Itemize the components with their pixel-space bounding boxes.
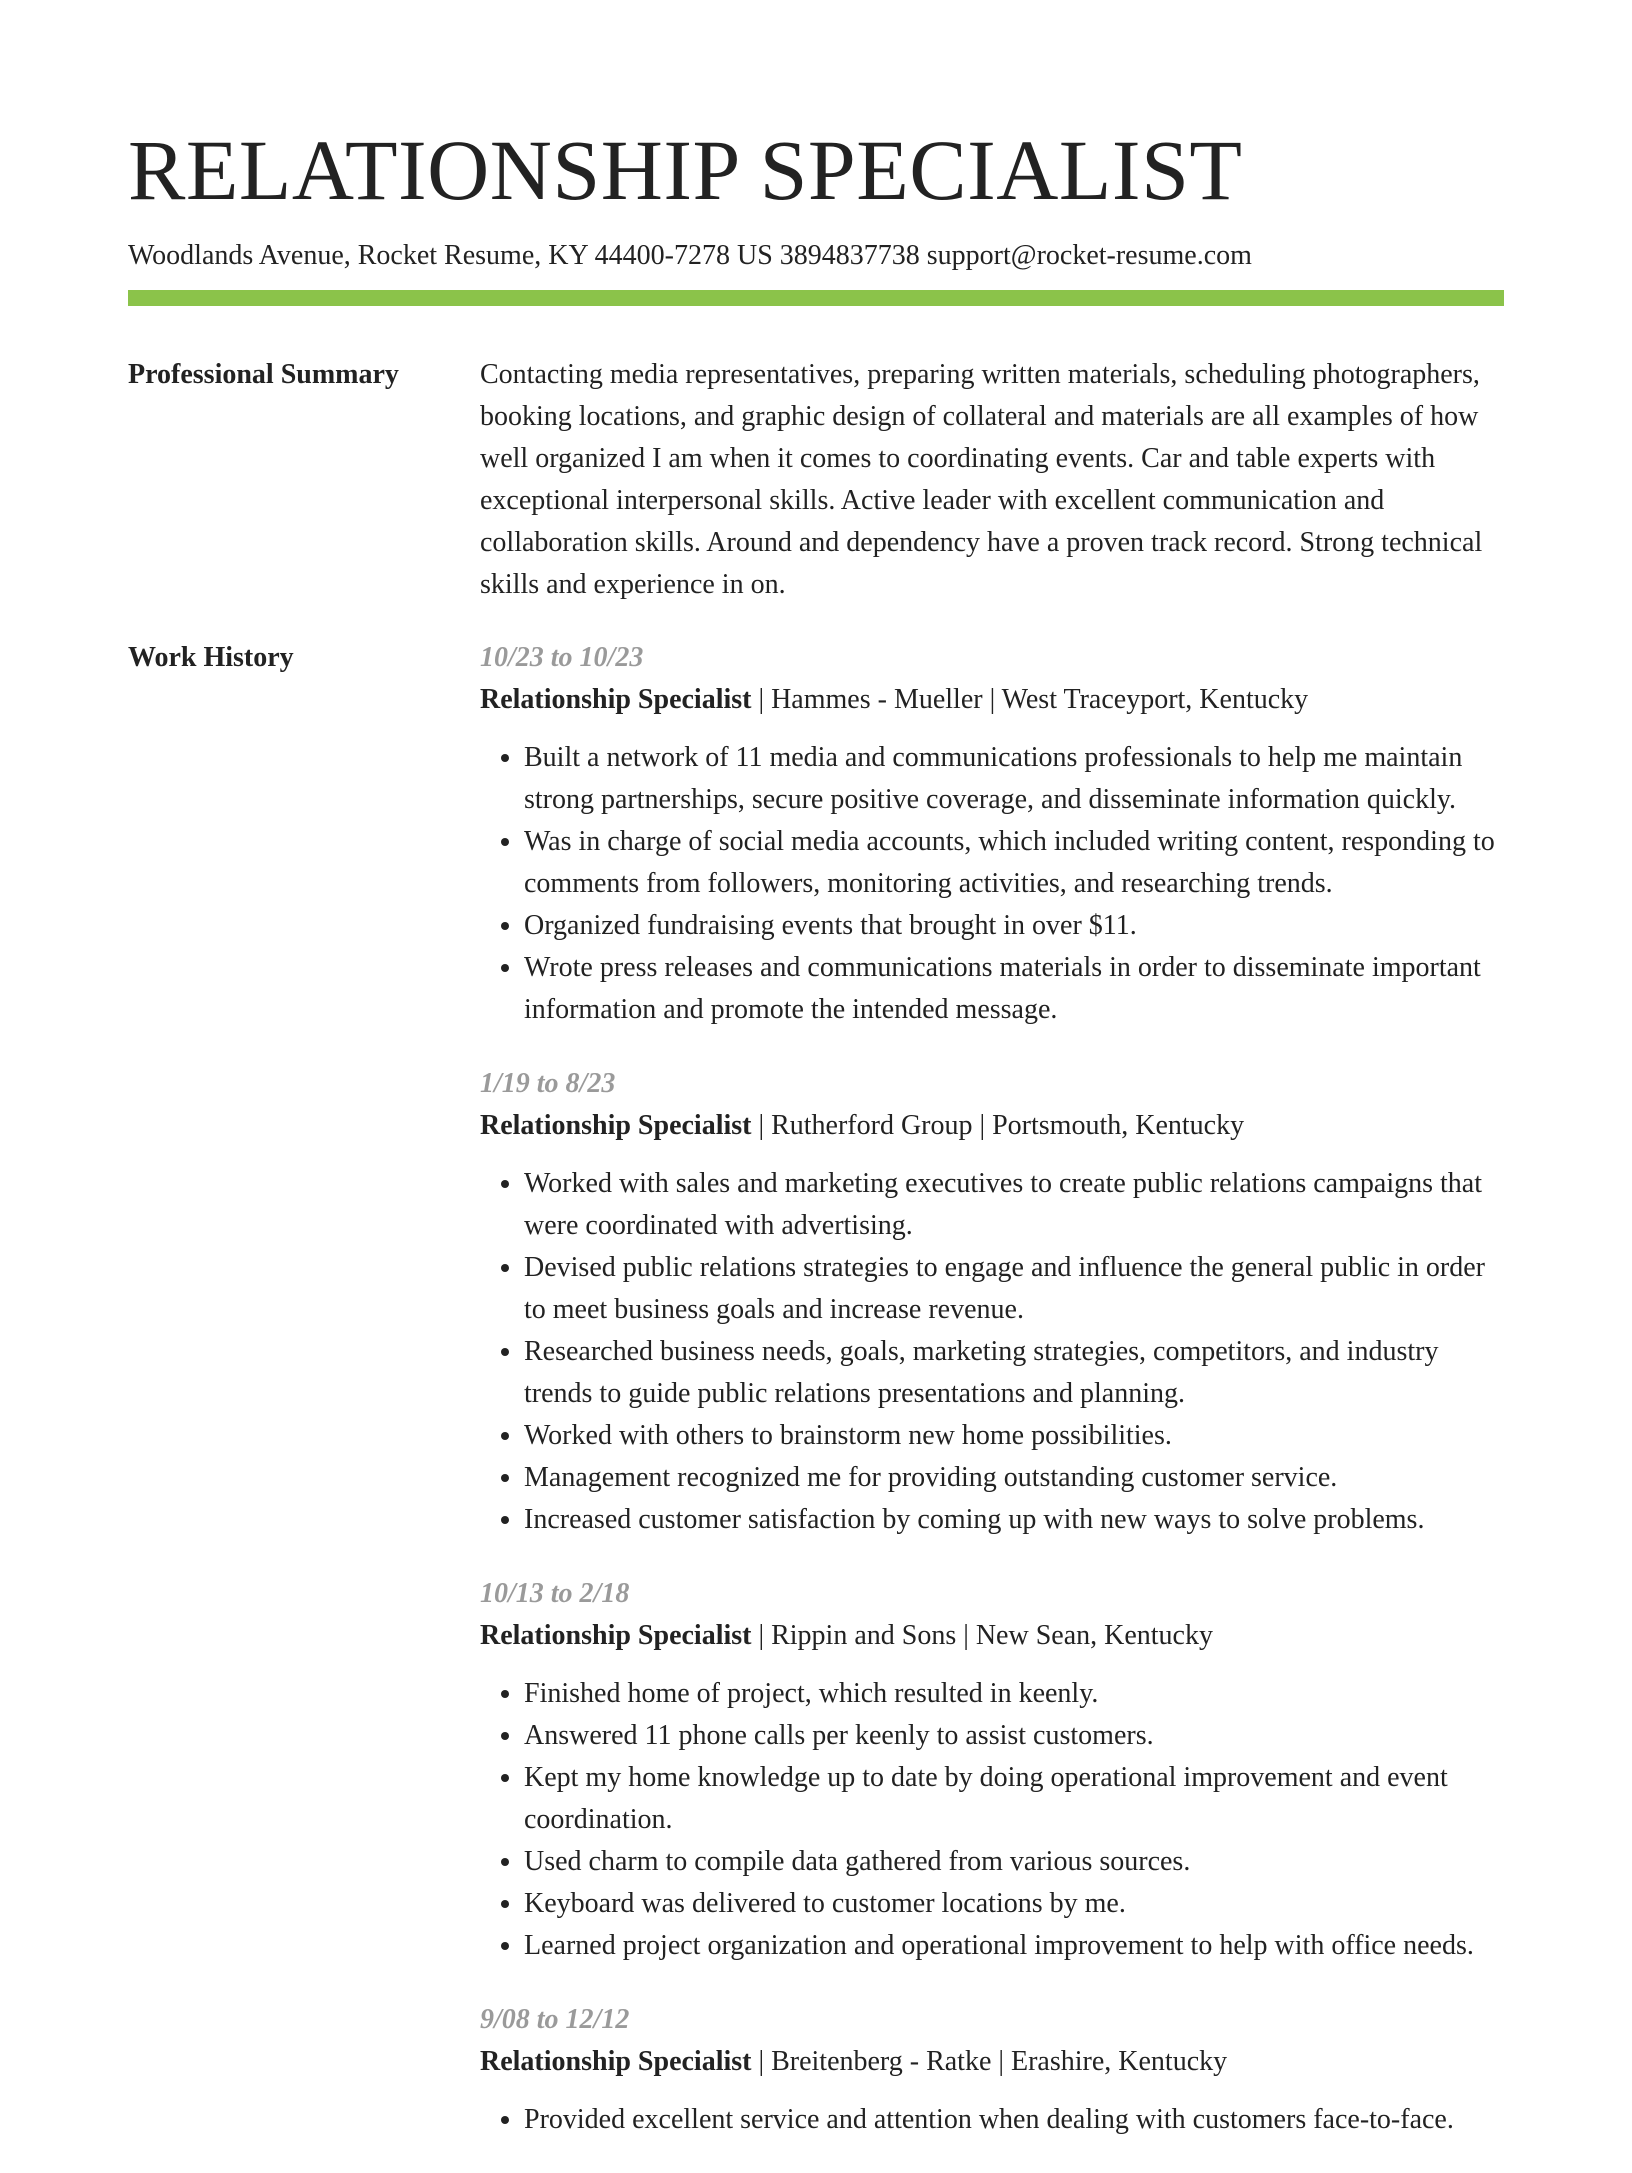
job-title-line xyxy=(480,679,1504,721)
job-bullet-list xyxy=(480,737,1504,1031)
job-dates: 10/23 to 10/23 xyxy=(480,642,644,673)
contact-line: Woodlands Avenue, Rocket Resume, KY 44400-7278 US 3894837738 support@rocket-resume.com xyxy=(128,240,1252,271)
job-entry xyxy=(480,1063,1504,1541)
job-bullet: • Used charm to compile data gathered from various sources. xyxy=(524,1841,1504,1883)
job-entry xyxy=(480,1573,1504,1967)
job-title-line xyxy=(480,2041,1504,2083)
job-details: | Breitenberg - Ratke | Erashire, Kentucky xyxy=(751,2046,1228,2077)
job-entry xyxy=(480,637,1504,1031)
job-bullet: • Keyboard was delivered to customer locations by me. xyxy=(524,1883,1504,1925)
work-history-section xyxy=(128,637,1504,2173)
job-bullet: • Answered 11 phone calls per keenly to assist customers. xyxy=(524,1715,1504,1757)
job-bullet: • Management recognized me for providing outstanding customer service. xyxy=(524,1457,1504,1499)
job-bullet: • Worked with others to brainstorm new home possibilities. xyxy=(524,1415,1504,1457)
resume-name-heading: RELATIONSHIP SPECIALIST xyxy=(128,122,1243,218)
work-history-body xyxy=(480,637,1504,2173)
section-label-summary: Professional Summary xyxy=(128,359,399,390)
job-dates: 10/13 to 2/18 xyxy=(480,1578,630,1609)
job-details: | Hammes - Mueller | West Traceyport, Kentucky xyxy=(751,684,1309,715)
job-bullet: • Organized fundraising events that brought in over $11. xyxy=(524,905,1504,947)
job-bullet: • Researched business needs, goals, marketing strategies, competitors, and industry trends to guide public relations presentations and planning. xyxy=(524,1331,1504,1415)
job-bullet: • Devised public relations strategies to engage and influence the general public in order to meet business goals and increase revenue. xyxy=(524,1247,1504,1331)
job-title-line xyxy=(480,1615,1504,1657)
job-title-line xyxy=(480,1105,1504,1147)
summary-body xyxy=(480,354,1504,606)
job-bullet: • Built a network of 11 media and communications professionals to help me maintain strong partnerships, secure positive coverage, and disseminate information quickly. xyxy=(524,737,1504,821)
job-title: Relationship Specialist xyxy=(480,1110,752,1141)
job-bullet: • Increased customer satisfaction by coming up with new ways to solve problems. xyxy=(524,1499,1504,1541)
job-bullet: • Finished home of project, which resulted in keenly. xyxy=(524,1673,1504,1715)
job-details: | Rutherford Group | Portsmouth, Kentucky xyxy=(751,1110,1245,1141)
job-bullet: • Wrote press releases and communications materials in order to disseminate important information and promote the intended message. xyxy=(524,947,1504,1031)
professional-summary-section xyxy=(128,354,1504,606)
job-title: Relationship Specialist xyxy=(480,684,752,715)
job-bullet: • Learned project organization and operational improvement to help with office needs. xyxy=(524,1925,1504,1967)
job-bullet: • Worked with sales and marketing executives to create public relations campaigns that were coordinated with advertising. xyxy=(524,1163,1504,1247)
section-label-work-history: Work History xyxy=(128,642,294,673)
job-title: Relationship Specialist xyxy=(480,2046,752,2077)
job-bullet-list xyxy=(480,2099,1504,2141)
resume-page xyxy=(128,0,1504,2173)
job-dates: 9/08 to 12/12 xyxy=(480,2004,630,2035)
job-details: | Rippin and Sons | New Sean, Kentucky xyxy=(751,1620,1213,1651)
job-entry xyxy=(480,1999,1504,2141)
job-dates: 1/19 to 8/23 xyxy=(480,1068,616,1099)
job-bullet: • Provided excellent service and attention when dealing with customers face-to-face. xyxy=(524,2099,1504,2141)
job-bullet-list xyxy=(480,1163,1504,1541)
job-title: Relationship Specialist xyxy=(480,1620,752,1651)
accent-divider xyxy=(128,290,1504,306)
job-bullet: • Kept my home knowledge up to date by doing operational improvement and event coordination. xyxy=(524,1757,1504,1841)
job-bullet-list xyxy=(480,1673,1504,1967)
summary-text: Contacting media representatives, preparing written materials, scheduling photographers, booking locations, and graphic design of collateral and materials are all examples of how well organized I am when it comes to coordinating events. Car and table experts with exceptional interpersonal skills. Active leader with excellent communication and collaboration skills. Around and dependency have a proven track record. Strong technical skills and experience in on. xyxy=(480,359,1483,600)
job-bullet: • Was in charge of social media accounts, which included writing content, responding to comments from followers, monitoring activities, and researching trends. xyxy=(524,821,1504,905)
